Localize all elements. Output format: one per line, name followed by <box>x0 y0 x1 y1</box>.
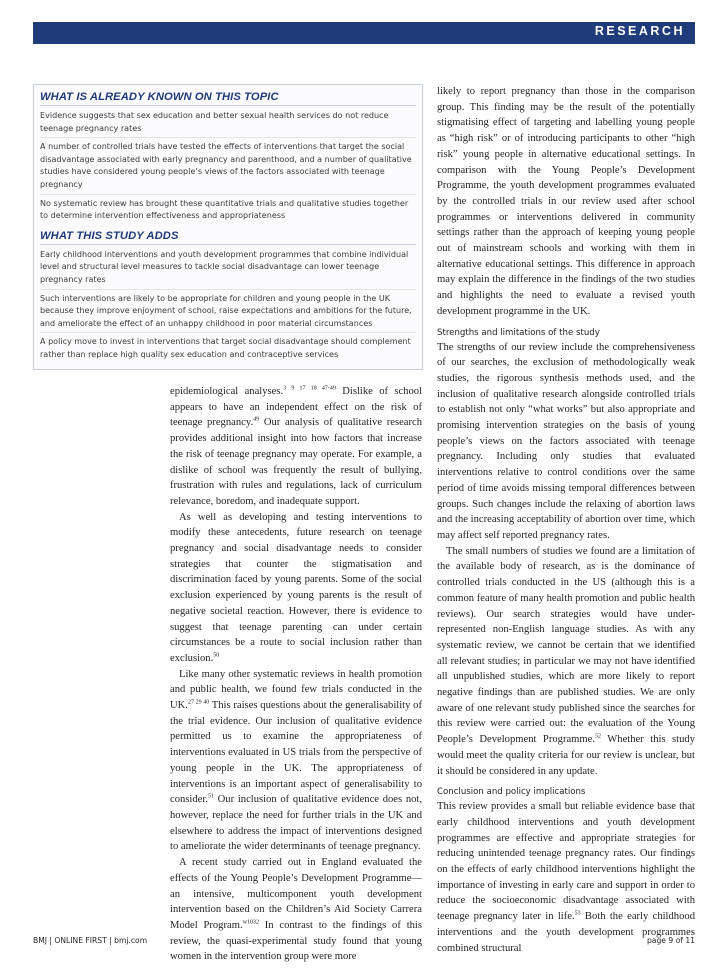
adds-heading: WHAT THIS STUDY ADDS <box>40 230 416 245</box>
citation: 49 <box>253 416 260 423</box>
section-header-bar <box>33 22 695 44</box>
middle-column <box>170 384 422 965</box>
adds-item: Early childhood interventions and youth development programmes that combine individual level and structural level measures to tackle social disadvantage can lower teenage pregnancy rates <box>40 249 416 290</box>
subheading-conclusion: Conclusion and policy implications <box>437 787 586 798</box>
citation: 3 9 17 18 47-49 <box>283 385 336 392</box>
body-paragraph: This review provides a small but reliable evidence base that early childhood interventions and youth development programmes are effective and appropriate strategies for reducing unintended teenage pregnancy rates. Our findings on the effects of early childhood interventions highlight the importance of investing in early care and support in order to reduce the socioeconomic disadvantage associated with teenage pregnancy later in life.$^{53}$ Both the early childhood interventions and the youth development programmes combined structural <box>437 801 695 954</box>
citation: 52 <box>595 733 602 740</box>
adds-item: Such interventions are likely to be appropriate for children and young people in the UK because they improve enjoyment of school, raise expectations and ambitions for the future, and ameliorate the effect of an unhappy childhood in poor material circumstances <box>40 293 416 334</box>
body-paragraph: The strengths of our review include the comprehensiveness of our searches, the exclusion of methodologically weak studies, the rigorous synthesis methods used, and the inclusion of qualitative research alongside controlled trials to establish not only “what works” but also appropriate and promising intervention strategies on the basis of young people’s views on the factors associated with teenage pregnancy. Including only studies that evaluated interventions relative to control conditions over the same period of time avoids missing temporal differences between groups. Such changes include the relaxing of abortion laws and the increasing acceptability of abortion over time, which may affect self reported pregnancy rates. <box>437 341 695 541</box>
citation: 53 <box>574 910 581 917</box>
body-paragraph: The small numbers of studies we found are a limitation of the available body of research, as is the dominance of controlled trials conducted in the US (although this is a common feature of many health promotion and public health reviews). Our search strategies would have under-represented non-English language studies. As with any systematic review, we cannot be certain that we identified all relevant studies; in particular we may not have identified all unpublished studies, which are more likely to report negative findings than are published studies. We are only aware of one relevant study published since the searches for this review were carried out: the evaluation of the Young People’s Development Programme.$^{52}$ Whether this study would meet the quality criteria for our review is unclear, but it should be considered in any update. <box>437 545 696 777</box>
known-item: No systematic review has brought these quantitative trials and qualitative studies together to determine intervention effectiveness and appropriateness <box>40 198 409 221</box>
footer-page-number: page 9 of 11 <box>646 936 695 945</box>
known-item: Evidence suggests that sex education and better sexual health services do not reduce teenage pregnancy rates <box>40 110 416 138</box>
body-paragraph: A recent study carried out in England evaluated the effects of the Young People’s Development Programme—an intensive, multicomponent youth development intervention based on the Children’s Aid Society Carrera Model Program.$^{w1032}$ In contrast to the findings of this review, the quasi-experimental study found that young women in the intervention group were more <box>170 857 422 963</box>
right-column <box>437 84 695 956</box>
body-paragraph: Like many other systematic reviews in health promotion and public health, we found few trials conducted in the UK.$^{27 29 40}$ This raises questions about the generalisability of the trial evidence. Our inclusion of qualitative evidence permitted us to examine the appropriateness of interventions evaluated in US trials from the perspective of young people in the UK. The appropriateness of interventions is an important aspect of generalisability to consider.$^{51}$ Our inclusion of qualitative evidence does not, however, replace the need for further trials in the UK and elsewhere to address the impact of interventions designed to ameliorate the wider determinants of teenage pregnancy. <box>170 668 422 853</box>
citation: 27 29 40 <box>187 699 210 706</box>
body-paragraph: epidemiological analyses.$^{3 9 17 18 47-49}$ Dislike of school appears to have an independent effect on the risk of teenage pregnancy.$^{49}$ Our analysis of qualitative research provides additional insight into how factors that increase the risk of teenage pregnancy may operate. For example, a dislike of school was frequently the result of bullying, frustration with rules and regulations, lack of curriculum relevance, boredom, and inadequate support. <box>170 385 423 507</box>
summary-box <box>33 84 423 370</box>
citation: 50 <box>213 652 220 659</box>
body-paragraph: As well as developing and testing interventions to modify these antecedents, future research on teenage pregnancy and social disadvantage needs to consider strategies that counter the stigmatisation and discrimination faced by young parents. Some of the social exclusion experienced by young parents is the result of negative societal reaction. However, there is evidence to suggest that teenage parenting can under certain circumstances be a route to social inclusion rather than exclusion.$^{50}$ <box>170 511 422 664</box>
citation: 51 <box>207 793 214 800</box>
body-paragraph: likely to report pregnancy than those in the comparison group. This finding may be the result of the potentially stigmatising effect of targeting and labelling young people as “high risk” or of introducing participants to other “high risk” young people in alternative educational settings. In comparison with the Young People’s Development Programme, the youth development programmes evaluated by the controlled trials in our review used after school programmes or interventions delivered in community settings rather than the approach of keeping young people out of mainstream schools and working with them in alternative educational settings. This difference in approach may explain the difference in the findings of the two studies and highlights the need to evaluate a revised youth development programme in the UK. <box>437 86 695 317</box>
citation: w1032 <box>242 919 259 926</box>
adds-item: A policy move to invest in interventions that target social disadvantage should complement rather than replace high quality sex education and contraceptive services <box>40 337 411 359</box>
footer-journal: BMJ | ONLINE FIRST | bmj.com <box>33 936 148 945</box>
subheading-strengths: Strengths and limitations of the study <box>437 327 600 338</box>
known-item: A number of controlled trials have tested the effects of interventions that target the social disadvantage associated with early pregnancy and parenthood, and a number of qualitative studies have considered young people’s views of the factors associated with teenage pregnancy <box>40 141 416 194</box>
section-label: RESEARCH <box>594 24 685 38</box>
known-heading: WHAT IS ALREADY KNOWN ON THIS TOPIC <box>40 91 416 106</box>
